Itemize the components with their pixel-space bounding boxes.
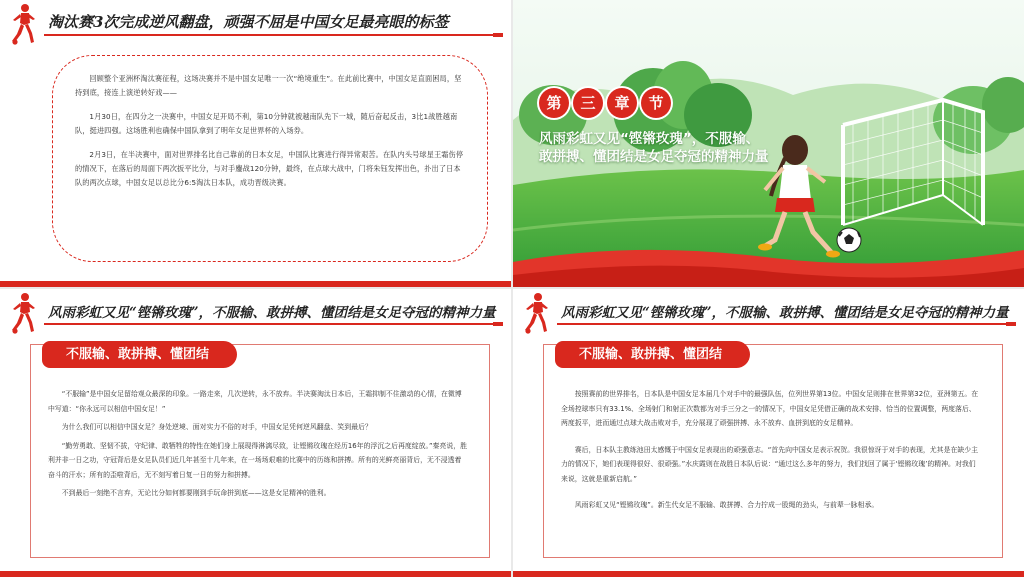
- content-text: [561, 387, 981, 525]
- section-pill: 不服输、敢拼搏、懂团结: [50, 341, 237, 368]
- title-underline: [44, 323, 493, 325]
- paragraph: 不到最后一刻绝不言弃，无论比分如何都要刚到手玩命拼到底——这是女足精神的胜利。: [61, 489, 331, 497]
- bottom-accent-bar: [513, 571, 1024, 577]
- slide-title: 风雨彩虹又见“铿锵玫瑰”，不服输、敢拼搏、懂团结是女足夺冠的精神力量: [561, 305, 1009, 321]
- slide-2-chapter-cover[interactable]: [513, 0, 1024, 287]
- paragraph: 2月3日，在半决赛中，面对世界排名比自己靠前的日本女足，中国队比赛进行得异常艰苦。在队内头号球星王霜伤停的情况下，在落后的局面下两次扳平比分，与对手鏖战120分钟，最终，在点球大战中，门将朱钰发挥出色，扑出了日本队的两次点球，中国女足以总比分6:5淘汰日本队，成功晋级决赛。: [75, 150, 464, 187]
- slide-1[interactable]: [0, 0, 511, 287]
- paragraph: “不服输”是中国女足留给观众最深的印象。一路走来，几次逆转，永不放弃。半决赛淘汰日本后，王霜抑制不住激动的心情，在微博中写道：“你永远可以相信中国女足！”: [48, 390, 462, 413]
- slide-4[interactable]: [513, 289, 1024, 577]
- soccer-player-icon: [8, 3, 38, 45]
- paragraph: 风雨彩虹又见“铿锵玫瑰”。新生代女足不服输、敢拼搏、合力拧成一股绳的劲头，与前辈一脉相承。: [574, 501, 879, 509]
- chapter-char: 三: [573, 88, 603, 118]
- chapter-subtitle: 风雨彩虹又见“铿锵玫瑰”，不服输、敢拼搏、懂团结是女足夺冠的精神力量: [539, 131, 769, 165]
- paragraph: 赛后，日本队主教练池田太感慨于中国女足表现出的顽强意志。“首先向中国女足表示祝贺。我很惊讶于对手的表现，尤其是在缺少主力的情况下，她们表现得很好、很顽强。”水庆霞则在战胜日本队后说：“通过这么多年的努力，我们找回了属于‘铿锵玫瑰’的精神。对我们来说，这就是重新启航。”: [561, 445, 979, 483]
- paragraph: 按照赛前的世界排名，日本队是中国女足本届几个对手中的最强队伍，位列世界第13位。中国女足则排在世界第32位，亚洲第五。在全场控球率只有33.1%、全场射门和射正次数都为对手三分之一的情况下，中国女足凭借正确的战术安排、恰当的位置调整，两度落后、两度扳平，进而通过点球大战击败对手，充分展现了顽强拼搏、永不放弃、血拼到底的女足精神。: [561, 390, 979, 427]
- paragraph: 1月30日，在四分之一决赛中，中国女足开局不利，第10分钟就被越南队先下一城，随后奋起反击，3比1战胜越南队，挺进四强。这场胜利也确保中国队拿到了明年女足世界杯的入场券。: [75, 112, 458, 135]
- title-underline: [557, 323, 1006, 325]
- slide-title: 风雨彩虹又见“铿锵玫瑰”，不服输、敢拼搏、懂团结是女足夺冠的精神力量: [48, 305, 496, 321]
- section-pill: 不服输、敢拼搏、懂团结: [563, 341, 750, 368]
- chapter-char: 节: [641, 88, 671, 118]
- chapter-char: 第: [539, 88, 569, 118]
- title-underline: [44, 34, 493, 36]
- paragraph: 回顾整个亚洲杯淘汰赛征程，这场决赛并不是中国女足唯一一次“绝境重生”。在此前比赛中，中国女足直面困局，坚持到底，接连上演逆转好戏——: [75, 74, 462, 97]
- bottom-accent-bar: [0, 571, 511, 577]
- text-frame: [52, 55, 488, 262]
- slide-title: 淘汰赛3次完成逆风翻盘，顽强不屈是中国女足最亮眼的标签: [48, 13, 449, 31]
- content-text: [48, 387, 468, 505]
- soccer-ball-icon: [837, 228, 861, 252]
- chapter-badge: [539, 88, 671, 118]
- chapter-char: 章: [607, 88, 637, 118]
- slide-3[interactable]: [0, 289, 511, 577]
- paragraph: “勤劳勇敢、坚韧不拔，守纪律、敢牺牲的特性在她们身上展现得淋漓尽致，让铿锵玫瑰在经历16年的浮沉之后再度绽放。”秦亮说，胜利并非一日之功，守冠背后是女足队员们近几年甚至十几年来，在一场场艰难的比赛中的历练和拼搏。所有的光鲜亮丽背后，无不浸透着奋斗的汗水；所有的歪啦背后，无不刻写着日复一日的努力和拼搏。: [48, 441, 468, 479]
- soccer-player-icon: [521, 292, 551, 334]
- paragraph: 为什么我们可以相信中国女足？身处逆境、面对实力不俗的对手，中国女足凭何逆风翻盘、笑到最后？: [61, 423, 372, 431]
- bottom-accent-bar: [0, 281, 511, 287]
- soccer-player-icon: [8, 292, 38, 334]
